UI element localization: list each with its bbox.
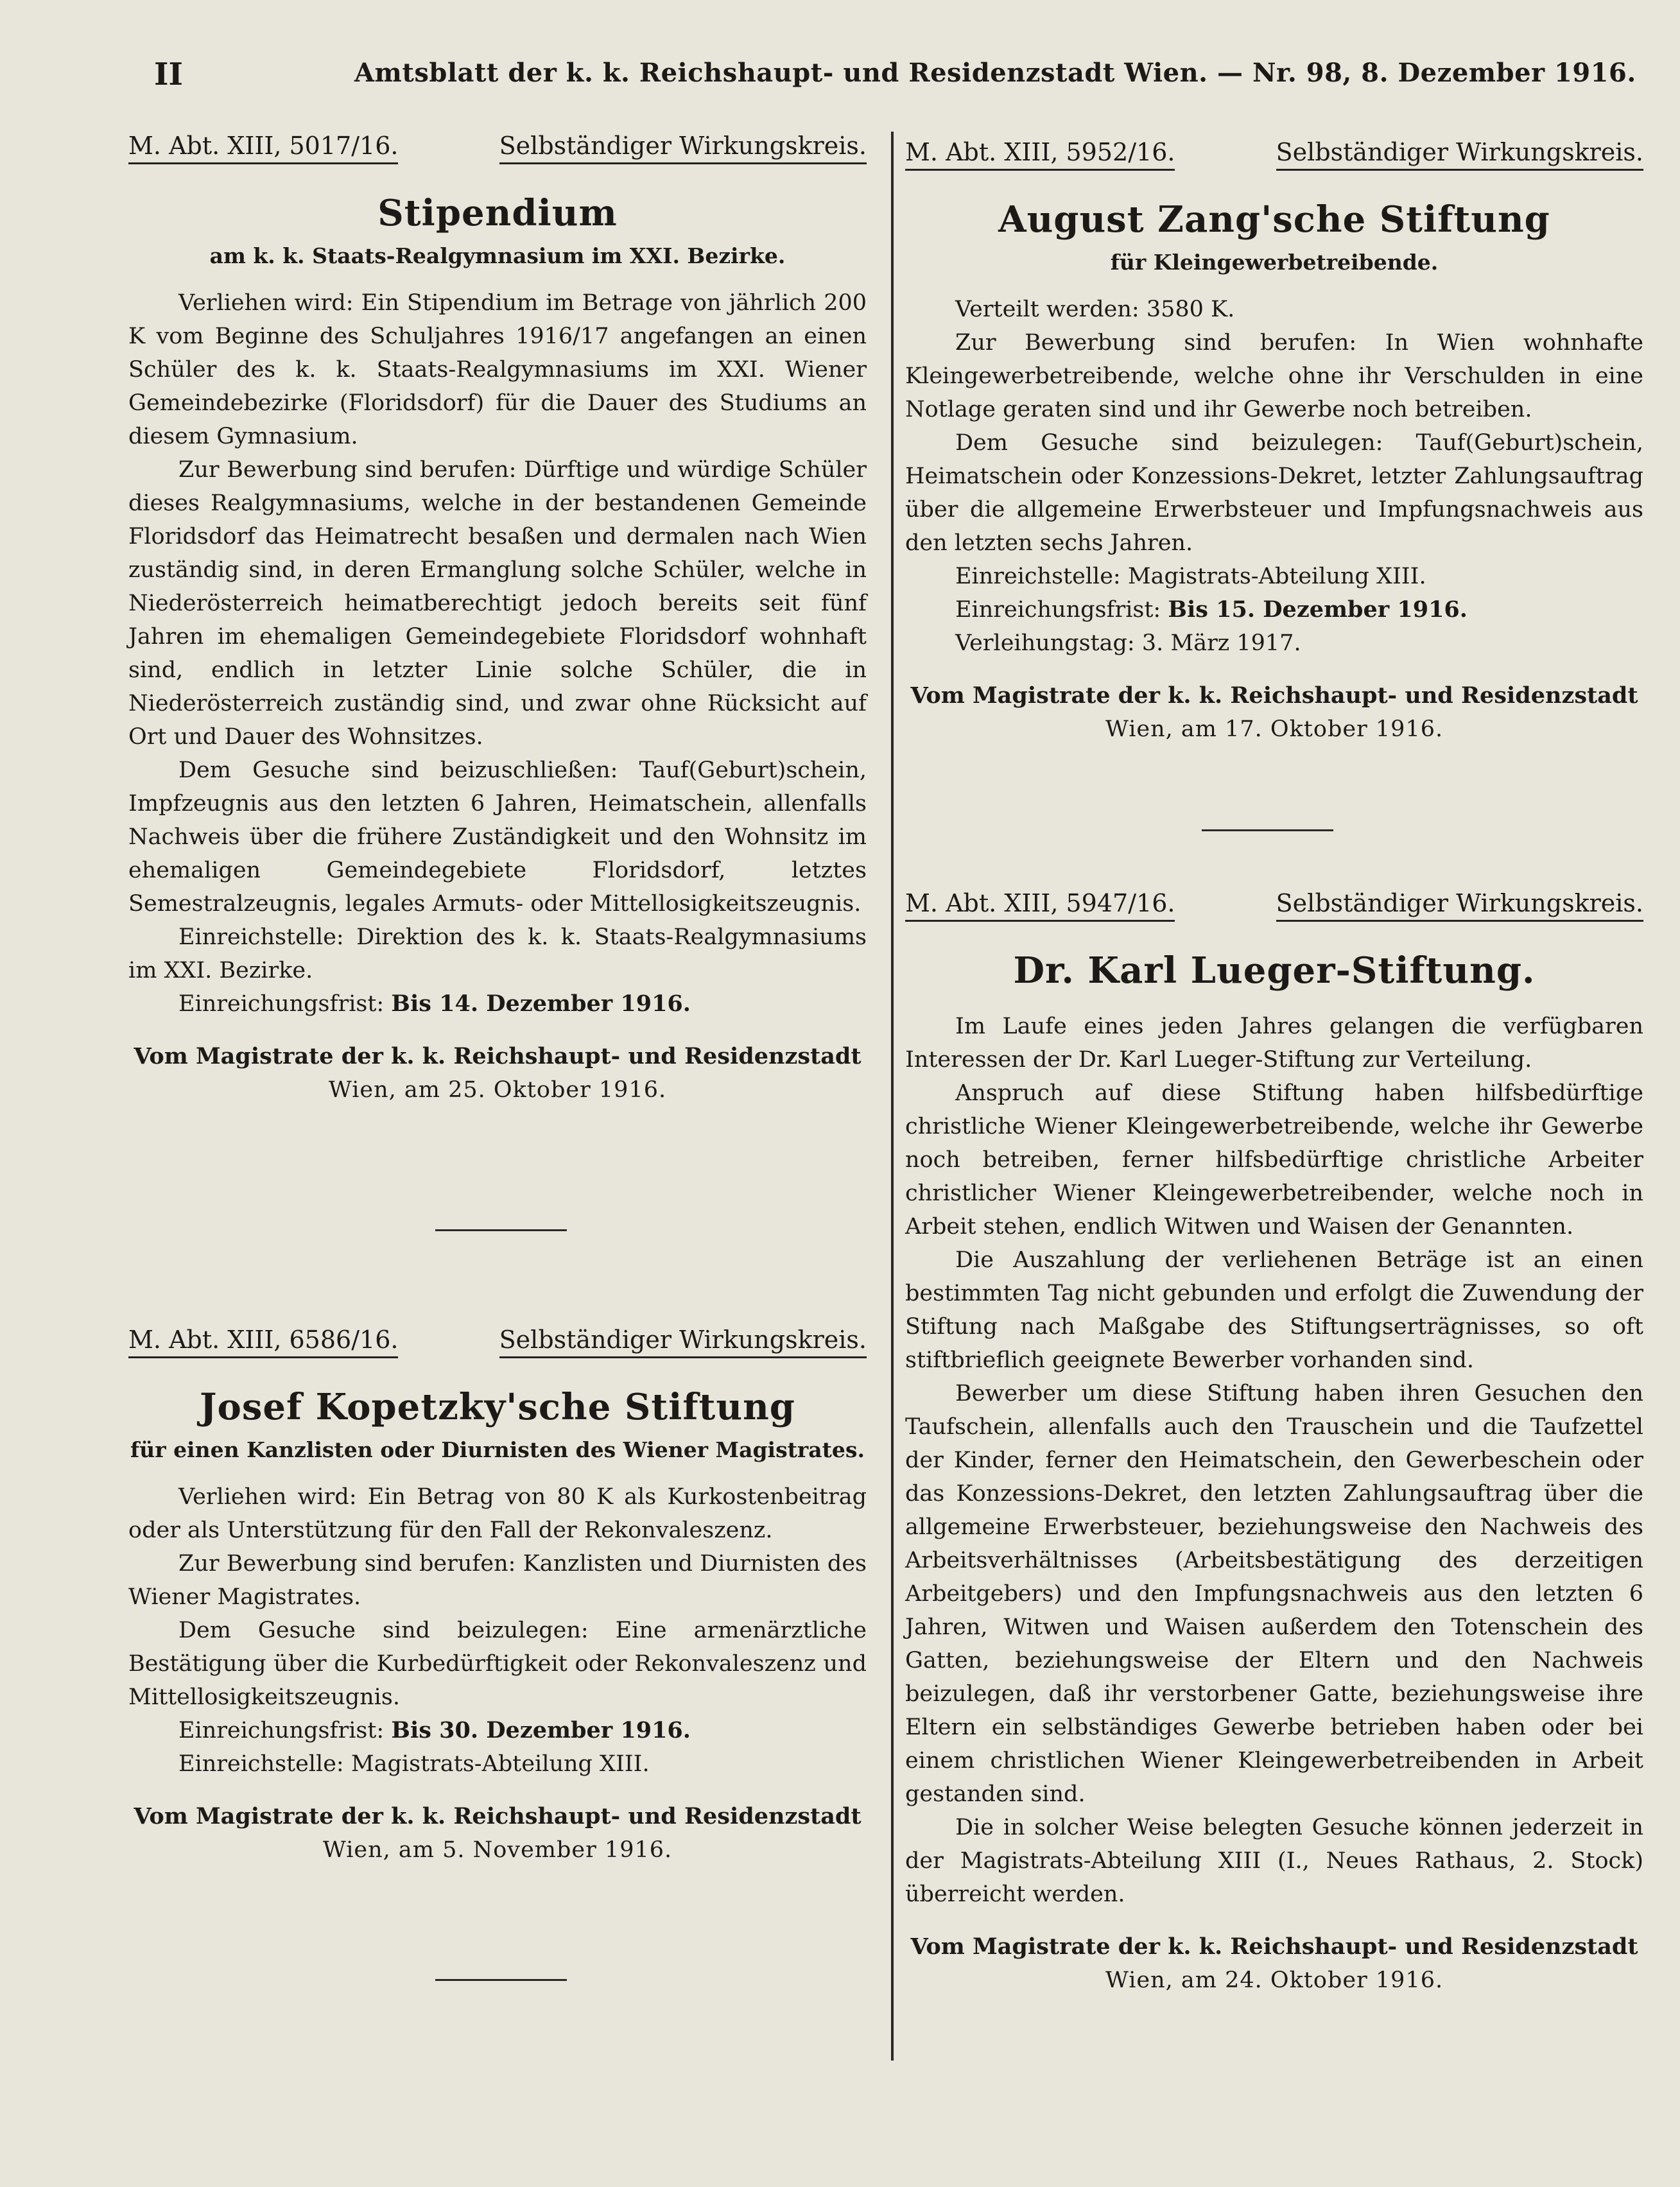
page-number: II <box>154 56 183 92</box>
wirkungskreis-label: Selbständiger Wirkungskreis. <box>499 132 867 164</box>
paragraph: Dem Gesuche sind beizuschließen: Tauf(Geburt)schein, Impfzeugnis aus den letzten 6 Jahren, Heimatschein, allenfalls Nachweis über die frühere Zuständigkeit und den Wohnsitz im ehemaligen Gemeindegebiete Floridsdorf, letztes Semestralzeugnis, legales Armuts- oder Mittellosigkeitszeugnis. <box>128 757 867 917</box>
verleihungstag: Verleihungstag: 3. März 1917. <box>955 630 1301 656</box>
paragraph: Verliehen wird: Ein Stipendium im Betrage von jährlich 200 K vom Beginne des Schuljahres 1916/17 angefangen an einen Schüler des k. k. Staats-Realgymnasiums im XXI. Wiener Gemeindebezirke (Floridsdorf) für die Dauer des Studiums an diesem Gymnasium. <box>128 290 867 449</box>
section-kopetzky <box>128 1326 867 1867</box>
deadline-value: Bis 14. Dezember 1916. <box>391 990 691 1017</box>
section-header <box>128 1326 867 1365</box>
paragraph: Im Laufe eines jeden Jahres gelangen die verfügbaren Interessen der Dr. Karl Lueger-Stiftung zur Verteilung. <box>905 1014 1643 1073</box>
signature-date: Wien, am 24. Oktober 1916. <box>1105 1967 1444 1993</box>
section-divider <box>435 1979 567 1981</box>
signature-line: Vom Magistrate der k. k. Reichshaupt- und Residenzstadt <box>134 1043 862 1069</box>
section-subtitle: am k. k. Staats-Realgymnasium im XXI. Bezirke. <box>209 243 786 268</box>
wirkungskreis-label: Selbständiger Wirkungskreis. <box>1276 138 1643 171</box>
deadline-value: Bis 30. Dezember 1916. <box>391 1717 691 1743</box>
signature-line: Vom Magistrate der k. k. Reichshaupt- und Residenzstadt <box>910 682 1638 709</box>
paragraph: Zur Bewerbung sind berufen: Dürftige und würdige Schüler dieses Realgymnasiums, welche in der bestandenen Gemeinde Floridsdorf das Heimatrecht besaßen und dermalen nach Wien zuständig sind, in deren Ermanglung solche Schüler, welche in Niederösterreich heimatberechtigt jedoch bereits seit fünf Jahren im ehemaligen Gemeindegebiete Floridsdorf wohnhaft sind, endlich in letzter Linie solche Schüler, die in Niederösterreich zuständig sind, und zwar ohne Rücksicht auf Ort und Dauer des Wohnsitzes. <box>128 457 867 750</box>
deadline-label: Einreichungsfrist: <box>178 991 385 1017</box>
section-header <box>128 132 867 171</box>
paragraph: Zur Bewerbung sind berufen: In Wien wohnhafte Kleingewerbetreibende, welche ohne ihr Verschulden in eine Notlage geraten sind und ihr Gewerbe noch betreiben. <box>905 330 1643 422</box>
paragraph: Anspruch auf diese Stiftung haben hilfsbedürftige christliche Wiener Kleingewerbetreibende, welche ihr Gewerbe noch betreiben, ferner hilfsbedürftige christliche Arbeiter christlicher Wiener Kleingewerbetreibender, welche noch in Arbeit stehen, endlich Witwen und Waisen der Genannten. <box>905 1080 1643 1240</box>
deadline-label: Einreichungsfrist: <box>178 1718 385 1743</box>
section-subtitle: für Kleingewerbetreibende. <box>1110 250 1439 275</box>
deadline <box>128 1714 867 1747</box>
einreichstelle: Einreichstelle: Magistrats-Abteilung XIII. <box>955 564 1426 589</box>
running-head-title: Amtsblatt der k. k. Reichshaupt- und Residenzstadt Wien. — Nr. 98, 8. Dezember 1916. <box>354 58 1636 88</box>
deadline-label: Einreichungsfrist: <box>955 597 1161 623</box>
deadline <box>128 987 867 1021</box>
einreichstelle: Einreichstelle: Magistrats-Abteilung XIII. <box>178 1751 650 1777</box>
paragraph: Dem Gesuche sind beizulegen: Tauf(Geburt)schein, Heimatschein oder Konzessions-Dekret, letzter Zahlungsauftrag über die allgemeine Erwerbsteuer und Impfungsnachweis aus den letzten sechs Jahren. <box>905 430 1643 556</box>
section-stipendium <box>128 132 867 1107</box>
running-head <box>154 53 1636 98</box>
deadline <box>905 593 1643 627</box>
section-divider <box>435 1229 567 1231</box>
section-title: Josef Kopetzky'sche Stiftung <box>200 1386 795 1428</box>
signature-date: Wien, am 17. Oktober 1916. <box>1105 716 1444 742</box>
column-rule <box>891 132 894 2061</box>
section-header <box>905 889 1643 929</box>
section-subtitle: für einen Kanzlisten oder Diurnisten des Wiener Magistrates. <box>130 1437 865 1462</box>
section-header <box>905 138 1643 178</box>
paragraph: Einreichstelle: Direktion des k. k. Staats-Realgymnasiums im XXI. Bezirke. <box>128 924 867 983</box>
reference-number: M. Abt. XIII, 5947/16. <box>905 889 1175 922</box>
signature-line: Vom Magistrate der k. k. Reichshaupt- und Residenzstadt <box>134 1803 862 1829</box>
paragraph: Die in solcher Weise belegten Gesuche können jederzeit in der Magistrats-Abteilung XIII (I., Neues Rathaus, 2. Stock) überreicht werden. <box>905 1815 1643 1907</box>
signature-date: Wien, am 25. Oktober 1916. <box>328 1077 667 1103</box>
deadline-value: Bis 15. Dezember 1916. <box>1168 596 1468 623</box>
paragraph: Bewerber um diese Stiftung haben ihren Gesuchen den Taufschein, allenfalls auch den Trauschein und die Taufzettel der Kinder, ferner den Heimatschein, den Gewerbeschein oder das Konzessions-Dekret, den letzten Zahlungsauftrag über die allgemeine Erwerbsteuer, beziehungsweise den Nachweis des Arbeitsverhältnisses (Arbeitsbestätigung des derzeitigen Arbeitgebers) und den Impfungsnachweis aus den letzten 6 Jahren, Witwen und Waisen außerdem den Totenschein des Gatten, beziehungsweise der Eltern und den Nachweis beizulegen, daß ihr verstorbener Gatte, beziehungsweise ihre Eltern ein selbständiges Gewerbe betrieben haben oder bei einem christlichen Wiener Kleingewerbetreibenden in Arbeit gestanden sind. <box>905 1381 1643 1807</box>
section-title: Dr. Karl Lueger-Stiftung. <box>1013 949 1536 992</box>
signature-line: Vom Magistrate der k. k. Reichshaupt- und Residenzstadt <box>910 1933 1638 1960</box>
section-title: Stipendium <box>377 192 618 234</box>
paragraph: Die Auszahlung der verliehenen Beträge ist an einen bestimmten Tag nicht gebunden und erfolgt die Zuwendung der Stiftung nach Maßgabe des Stiftungserträgnisses, so oft stiftbrieflich geeignete Bewerber vorhanden sind. <box>905 1247 1643 1373</box>
wirkungskreis-label: Selbständiger Wirkungskreis. <box>499 1326 867 1358</box>
reference-number: M. Abt. XIII, 5017/16. <box>128 132 398 164</box>
amount-line: Verteilt werden: 3580 K. <box>955 297 1235 322</box>
paragraph: Zur Bewerbung sind berufen: Kanzlisten und Diurnisten des Wiener Magistrates. <box>128 1551 867 1610</box>
paragraph: Verliehen wird: Ein Betrag von 80 K als Kurkostenbeitrag oder als Unterstützung für den Fall der Rekonvaleszenz. <box>128 1484 867 1543</box>
reference-number: M. Abt. XIII, 6586/16. <box>128 1326 398 1358</box>
section-lueger <box>905 889 1643 1997</box>
signature-date: Wien, am 5. November 1916. <box>322 1837 673 1863</box>
section-title: August Zang'sche Stiftung <box>998 198 1550 241</box>
section-divider <box>1202 829 1333 831</box>
paragraph: Dem Gesuche sind beizulegen: Eine armenärztliche Bestätigung über die Kurbedürftigkeit oder Rekonvaleszenz und Mittellosigkeitszeugnis. <box>128 1618 867 1710</box>
wirkungskreis-label: Selbständiger Wirkungskreis. <box>1276 889 1643 922</box>
reference-number: M. Abt. XIII, 5952/16. <box>905 138 1175 171</box>
section-zang <box>905 138 1643 746</box>
